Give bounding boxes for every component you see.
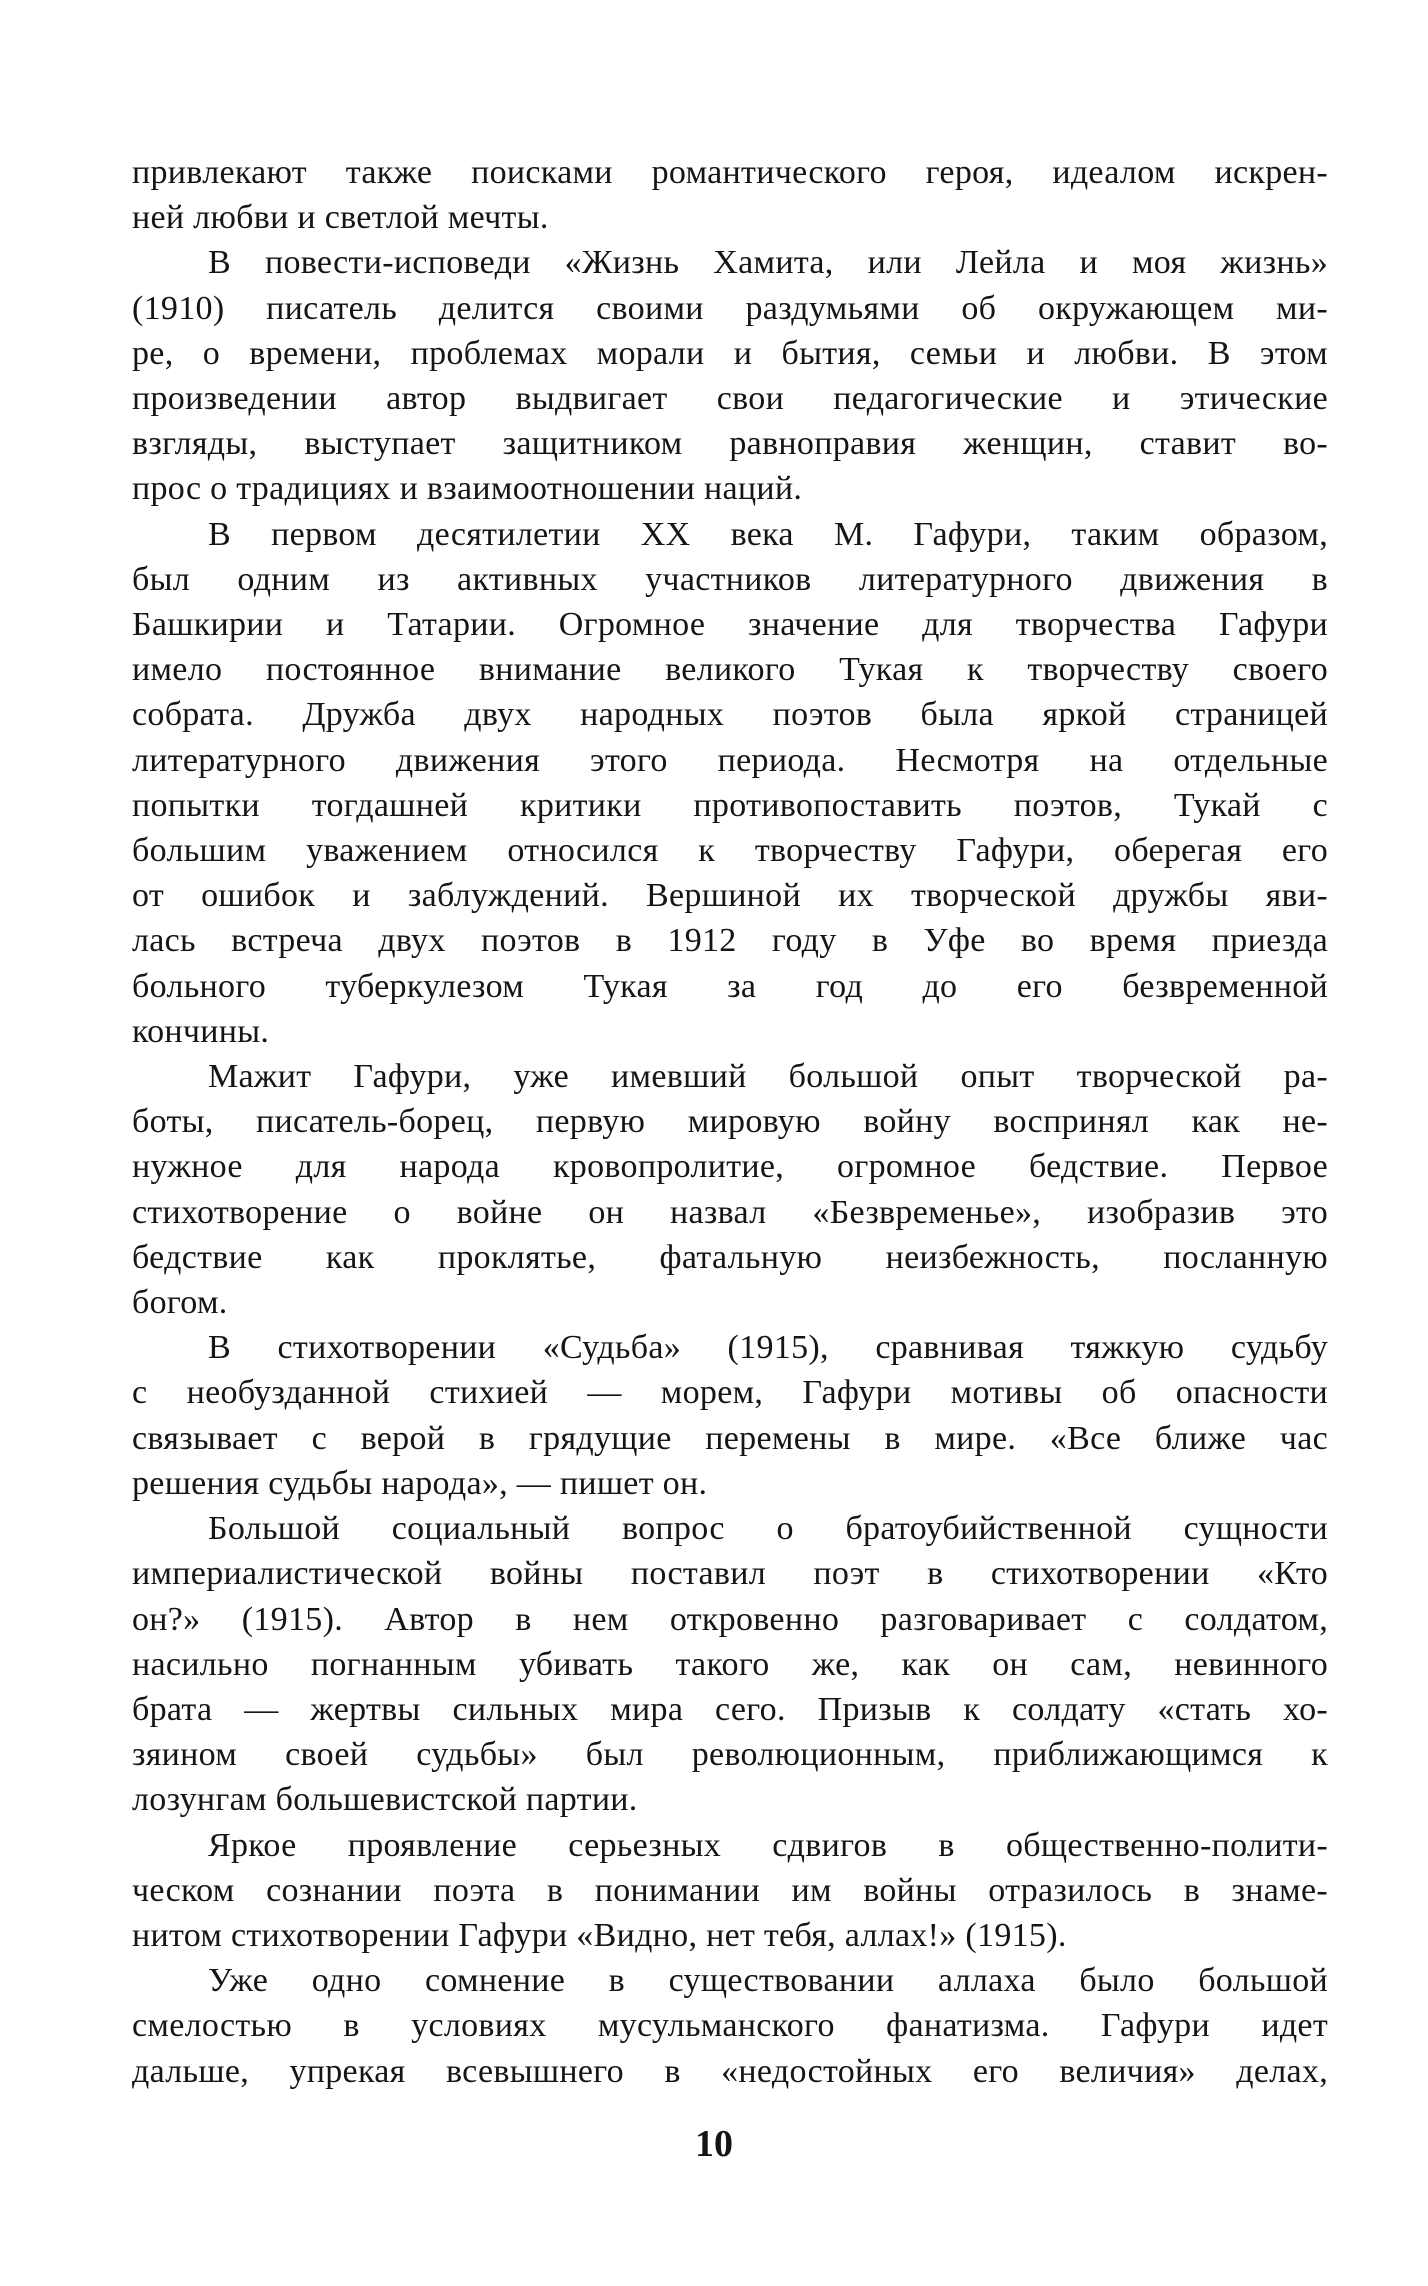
text-line: большим уважением относился к творчеству Гафури, оберегая его [132, 832, 1328, 870]
text-line: богом. [132, 1284, 228, 1322]
text-line: имело постоянное внимание великого Тукая к творчеству своего [132, 651, 1328, 689]
text-line: Уже одно сомнение в существовании аллаха было большой [208, 1962, 1328, 2000]
text-line: смелостью в условиях мусульманского фанатизма. Гафури идет [132, 2007, 1328, 2045]
text-line: попытки тогдашней критики противопоставить поэтов, Тукай с [132, 786, 1328, 824]
text-line: (1910) писатель делится своими раздумьями об окружающем ми- [132, 289, 1328, 327]
text-line: привлекают также поисками романтического героя, идеалом искрен- [132, 154, 1328, 191]
text-line: В первом десятилетии XX века М. Гафури, таким образом, [208, 515, 1328, 553]
paragraph [132, 1958, 1328, 2094]
text-line: Башкирии и Татарии. Огромное значение для творчества Гафури [132, 606, 1328, 644]
text-line: бедствие как проклятье, фатальную неизбежность, посланную [132, 1238, 1328, 1276]
text-line: Яркое проявление серьезных сдвигов в общественно-полити- [208, 1826, 1328, 1864]
paragraph [132, 240, 1328, 511]
text-line: собрата. Дружба двух народных поэтов была яркой страницей [132, 696, 1328, 734]
text-line: был одним из активных участников литературного движения в [132, 560, 1328, 598]
text-line: В повести-исповеди «Жизнь Хамита, или Лейла и моя жизнь» [208, 244, 1328, 282]
text-line: он?» (1915). Автор в нем откровенно разговаривает с солдатом, [132, 1600, 1328, 1638]
text-line: литературного движения этого периода. Несмотря на отдельные [132, 741, 1328, 779]
text-line: Большой социальный вопрос о братоубийственной сущности [208, 1510, 1328, 1548]
paragraph [132, 1325, 1328, 1506]
text-line: ре, о времени, проблемах морали и бытия, семьи и любви. В этом [132, 334, 1328, 372]
text-line: зяином своей судьбы» был революционным, приближающимся к [132, 1736, 1328, 1774]
text-line: В стихотворении «Судьба» (1915), сравнивая тяжкую судьбу [208, 1329, 1328, 1367]
text-line: взгляды, выступает защитником равноправия женщин, ставит во- [132, 425, 1328, 463]
text-line: империалистической войны поставил поэт в стихотворении «Кто [132, 1555, 1328, 1593]
page-body [132, 150, 1328, 2094]
paragraph [132, 1054, 1328, 1325]
text-line: ческом сознании поэта в понимании им войны отразилось в знаме- [132, 1871, 1328, 1909]
text-line: больного туберкулезом Тукая за год до его безвременной [132, 967, 1328, 1005]
text-line: от ошибок и заблуждений. Вершиной их творческой дружбы яви- [132, 877, 1328, 915]
text-line: боты, писатель-борец, первую мировую войну воспринял как не- [132, 1103, 1328, 1141]
paragraph [132, 1506, 1328, 1822]
text-line: произведении автор выдвигает свои педагогические и этические [132, 380, 1328, 418]
text-line: лозунгам большевистской партии. [132, 1781, 638, 1819]
text-line: решения судьбы народа», — пишет он. [132, 1464, 708, 1502]
paragraph [132, 512, 1328, 1054]
text-line: Мажит Гафури, уже имевший большой опыт творческой ра- [208, 1058, 1328, 1096]
text-line: связывает с верой в грядущие перемены в мире. «Все ближе час [132, 1419, 1328, 1457]
text-line: прос о традициях и взаимоотношении наций. [132, 470, 803, 508]
text-line: брата — жертвы сильных мира сего. Призыв к солдату «стать хо- [132, 1690, 1328, 1728]
paragraph [132, 1823, 1328, 1959]
text-line: насильно погнанным убивать такого же, как он сам, невинного [132, 1645, 1328, 1683]
text-line: нужное для народа кровопролитие, огромное бедствие. Первое [132, 1148, 1328, 1186]
text-line: ней любви и светлой мечты. [132, 199, 549, 237]
paragraph [132, 150, 1328, 240]
text-line: нитом стихотворении Гафури «Видно, нет тебя, аллах!» (1915). [132, 1916, 1067, 1954]
text-line: с необузданной стихией — морем, Гафури мотивы об опасности [132, 1374, 1328, 1412]
text-line: лась встреча двух поэтов в 1912 году в Уфе во время приезда [132, 922, 1328, 960]
page-number: 10 [695, 2123, 733, 2165]
text-line: стихотворение о войне он назвал «Безвременье», изобразив это [132, 1193, 1328, 1231]
text-line: дальше, упрекая всевышнего в «недостойных его величия» делах, [132, 2052, 1328, 2090]
text-line: кончины. [132, 1012, 270, 1050]
